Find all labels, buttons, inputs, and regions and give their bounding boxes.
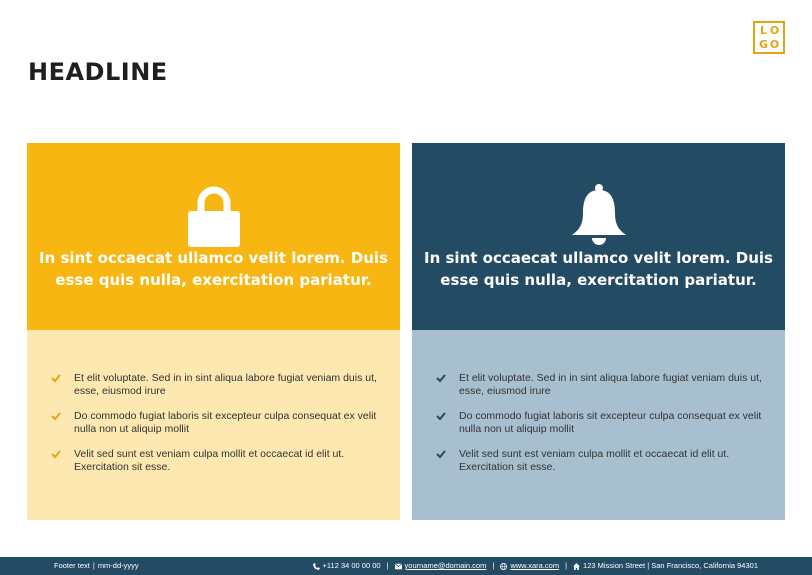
list-item bbox=[436, 448, 766, 474]
list-item bbox=[51, 410, 381, 436]
footer-left bbox=[54, 557, 139, 575]
card-header bbox=[412, 143, 785, 330]
feature-card-notifications bbox=[412, 143, 785, 520]
bullet-list bbox=[436, 372, 766, 486]
envelope-icon bbox=[395, 563, 402, 570]
footer-phone: +112 34 00 00 00 bbox=[322, 561, 381, 570]
card-heading: In sint occaecat ullamco velit lorem. Duis esse quis nulla, exercitation pariatur. bbox=[424, 249, 773, 289]
list-item-text: Velit sed sunt est veniam culpa mollit et occaecat id elit ut. Exercitation sit esse. bbox=[74, 448, 345, 473]
list-item bbox=[51, 372, 381, 398]
list-item bbox=[436, 372, 766, 398]
phone-icon bbox=[313, 563, 320, 570]
card-body bbox=[27, 330, 400, 520]
list-item-text: Do commodo fugiat laboris sit excepteur culpa consequat ex velit nulla non ut aliquip mollit bbox=[459, 410, 762, 435]
footer-divider: | bbox=[492, 561, 495, 570]
logo-letter: L bbox=[759, 24, 767, 37]
list-item bbox=[51, 448, 381, 474]
footer-divider: | bbox=[565, 561, 568, 570]
list-item-text: Et elit voluptate. Sed in in sint aliqua labore fugiat veniam duis ut, esse, eiusmod irure bbox=[74, 372, 377, 397]
check-icon bbox=[436, 373, 446, 383]
footer-divider: | bbox=[92, 561, 95, 570]
list-item bbox=[436, 410, 766, 436]
page-headline: HEADLINE bbox=[28, 58, 168, 86]
bell-icon bbox=[569, 183, 629, 247]
check-icon bbox=[436, 449, 446, 459]
list-item-text: Et elit voluptate. Sed in in sint aliqua labore fugiat veniam duis ut, esse, eiusmod irure bbox=[459, 372, 762, 397]
bullet-list bbox=[51, 372, 381, 486]
card-heading: In sint occaecat ullamco velit lorem. Duis esse quis nulla, exercitation pariatur. bbox=[39, 249, 388, 289]
footer-address: 123 Mission Street | San Francisco, California 94301 bbox=[583, 561, 758, 570]
card-header bbox=[27, 143, 400, 330]
check-icon bbox=[51, 449, 61, 459]
footer-date: mm-dd-yyyy bbox=[97, 561, 139, 570]
footer-divider: | bbox=[386, 561, 389, 570]
globe-icon bbox=[500, 563, 507, 570]
check-icon bbox=[51, 373, 61, 383]
page-footer bbox=[0, 557, 812, 575]
home-icon bbox=[573, 563, 580, 570]
card-body bbox=[412, 330, 785, 520]
footer-website-link[interactable]: www.xara.com bbox=[510, 561, 560, 570]
logo bbox=[753, 21, 785, 54]
logo-letter: O bbox=[769, 24, 780, 37]
list-item-text: Do commodo fugiat laboris sit excepteur culpa consequat ex velit nulla non ut aliquip mollit bbox=[74, 410, 377, 435]
check-icon bbox=[51, 411, 61, 421]
logo-letter: G bbox=[758, 37, 769, 51]
footer-email-link[interactable]: yourname@domain.com bbox=[404, 561, 487, 570]
list-item-text: Velit sed sunt est veniam culpa mollit et occaecat id elit ut. Exercitation sit esse. bbox=[459, 448, 730, 473]
logo-letter: O bbox=[769, 37, 780, 51]
check-icon bbox=[436, 411, 446, 421]
padlock-icon bbox=[188, 183, 240, 247]
footer-text: Footer text bbox=[54, 561, 90, 570]
feature-card-security bbox=[27, 143, 400, 520]
footer-contact bbox=[313, 557, 758, 575]
